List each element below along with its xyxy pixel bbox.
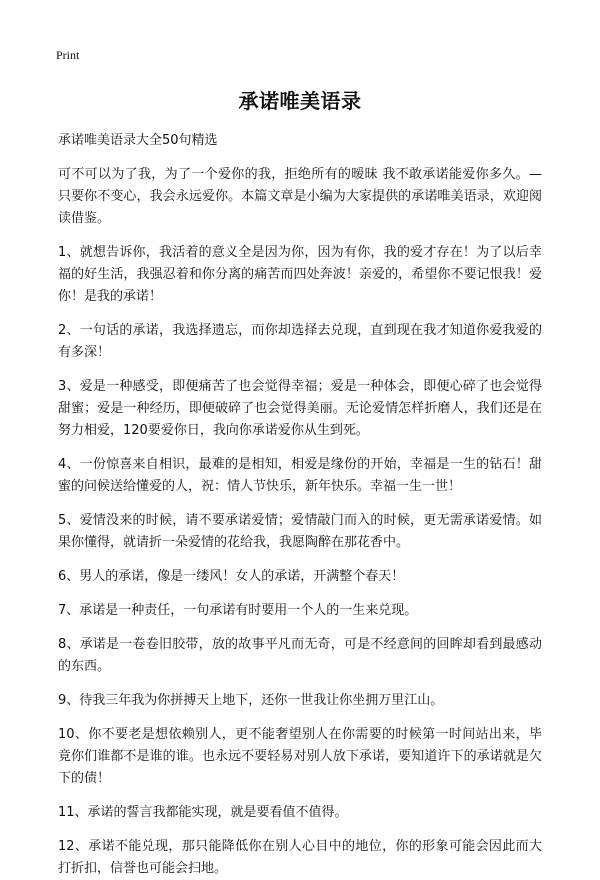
page-title: 承诺唯美语录	[238, 89, 362, 113]
article-subtitle: 承诺唯美语录大全50句精选	[58, 133, 218, 148]
quote-item-9: 9、待我三年我为你拼搏天上地下，还你一世我让你坐拥万里江山。	[58, 693, 444, 708]
intro-paragraph: 可不可以为了我，为了一个爱你的我，拒绝所有的暧昧 我不敢承诺能爱你多久。— 只要你不变心，我会永远爱你。本篇文章是小编为大家提供的承诺唯美语录，欢迎阅读借鉴。	[58, 167, 542, 226]
quote-item-7: 7、承诺是一种责任，一句承诺有时要用一个人的一生来兑现。	[58, 603, 418, 618]
quote-item-4: 4、一份惊喜来自相识，最难的是相知，相爱是缘份的开始，幸福是一生的钻石！甜蜜的问候送给懂爱的人，祝：情人节快乐，新年快乐。幸福一生一世！	[58, 457, 542, 494]
quote-item-1: 1、就想告诉你，我活着的意义全是因为你，因为有你，我的爱才存在！为了以后幸福的好生活，我强忍着和你分离的痛苦而四处奔波！亲爱的，希望你不要记恨我！爱你！是我的承诺！	[58, 245, 542, 304]
quote-item-12: 12、承诺不能兑现，那只能降低你在别人心目中的地位，你的形象可能会因此而大打折扣，信誉也可能会扫地。	[58, 839, 542, 876]
quote-item-8: 8、承诺是一卷卷旧胶带，放的故事平凡而无奇，可是不经意间的回眸却看到最感动的东西。	[58, 637, 542, 674]
quote-item-3: 3、爱是一种感受，即便痛苦了也会觉得幸福；爱是一种体会，即便心碎了也会觉得甜蜜；爱是一种经历，即便破碎了也会觉得美丽。无论爱情怎样折磨人，我们还是在努力相爱，120要爱你日，我向你承诺爱你从生到死。	[58, 379, 542, 438]
quote-item-6: 6、男人的承诺，像是一缕风！女人的承诺，开满整个春天！	[58, 569, 405, 584]
quote-item-2: 2、一句话的承诺，我选择遗忘，而你却选择去兑现，直到现在我才知道你爱我爱的有多深！	[58, 323, 542, 360]
quote-item-5: 5、爱情没来的时候，请不要承诺爱情；爱情敲门而入的时候，更无需承诺爱情。如果你懂得，就请折一朵爱情的花给我，我愿陶醉在那花香中。	[58, 513, 542, 550]
quote-item-10: 10、你不要老是想依赖别人，更不能奢望别人在你需要的时候第一时间站出来，毕竟你们谁都不是谁的谁。也永远不要轻易对别人放下承诺，要知道许下的承诺就是欠下的债！	[58, 727, 542, 786]
print-link[interactable]: Print	[56, 48, 80, 62]
quote-item-11: 11、承诺的誓言我都能实现，就是要看值不值得。	[58, 805, 348, 820]
